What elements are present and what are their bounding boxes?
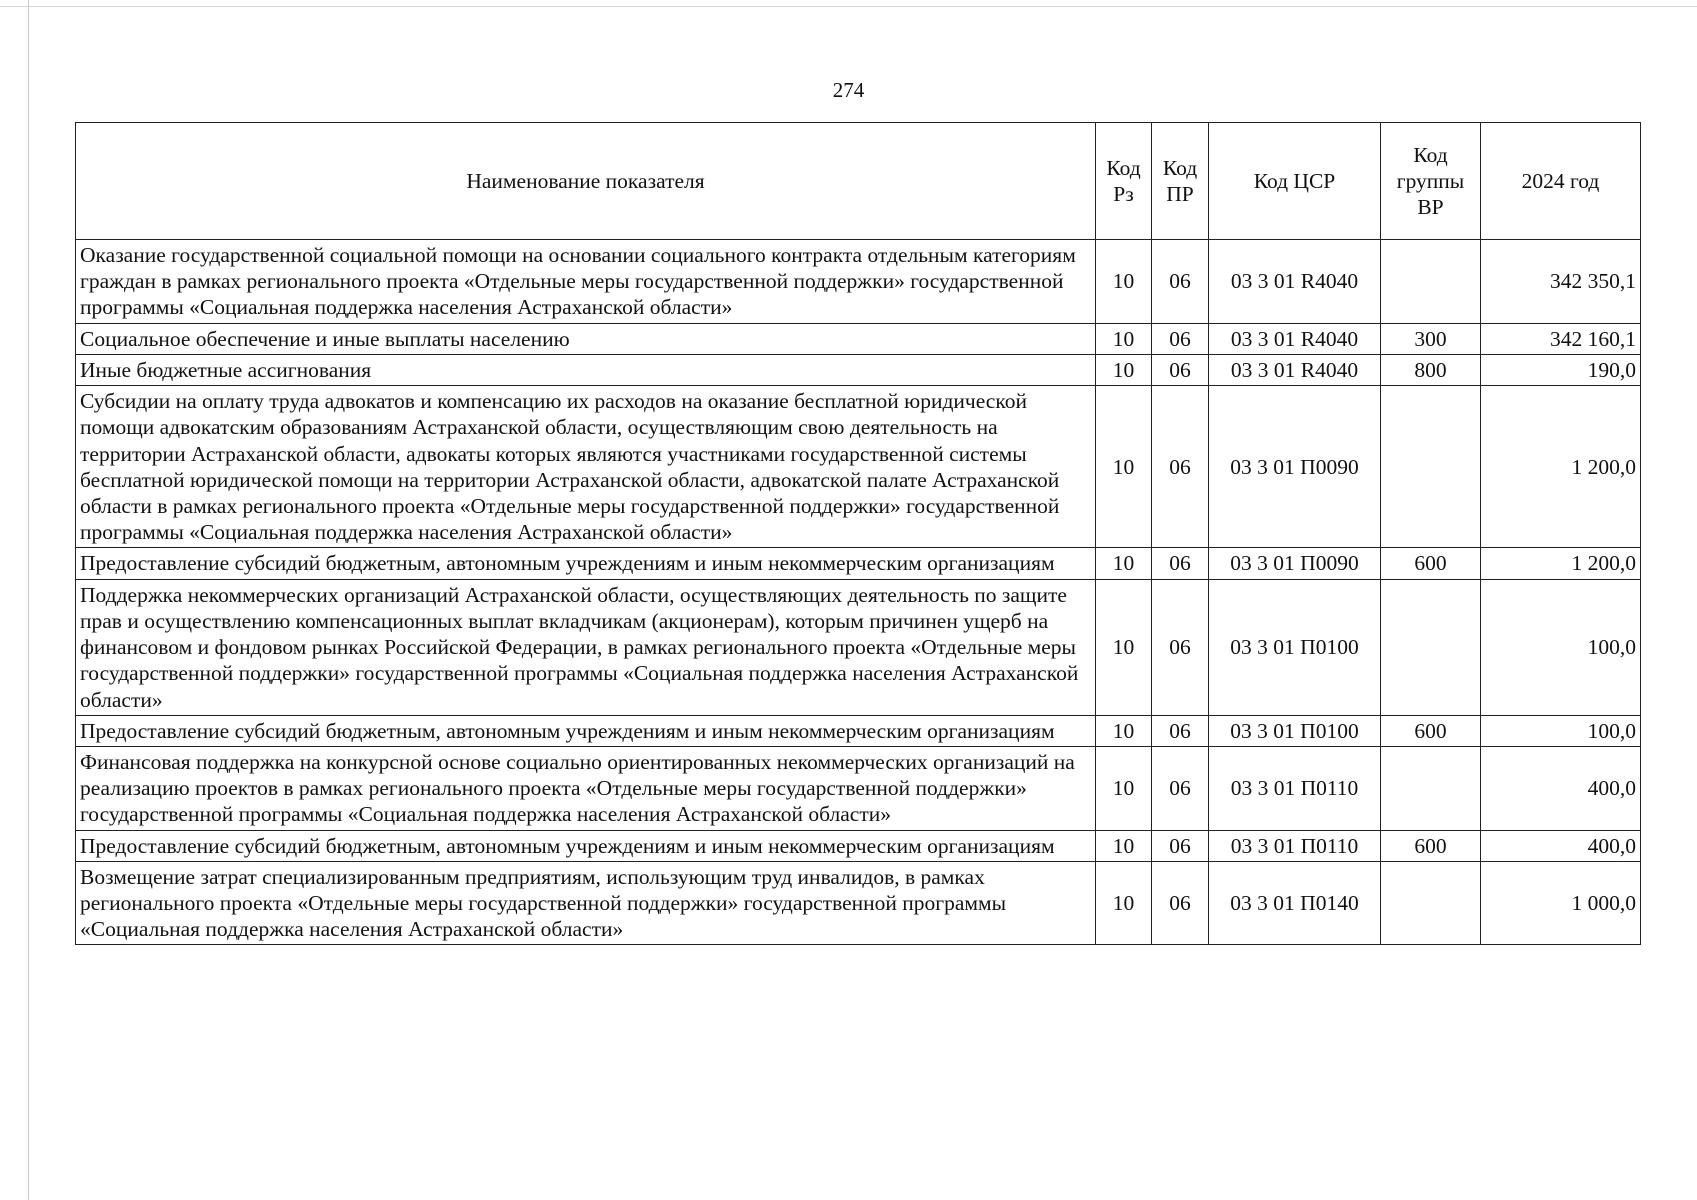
row-name: Социальное обеспечение и иные выплаты населению [76, 323, 1096, 354]
row-name: Субсидии на оплату труда адвокатов и компенсацию их расходов на оказание бесплатной юридической помощи адвокатским образованиям Астраханской области, осуществляющим свою деятельность на территории Астраханской области, адвокаты которых являются участниками государственной системы бесплатной юридической помощи на территории Астраханской области, адвокатской палате Астраханской области в рамках регионального проекта «Отдельные меры государственной поддержки» государственной программы «Социальная поддержка населения Астраханской области» [76, 386, 1096, 548]
table-row [76, 746, 1641, 830]
row-pr: 06 [1152, 579, 1209, 715]
row-name: Финансовая поддержка на конкурсной основе социально ориентированных некоммерческих организаций на реализацию проектов в рамках регионального проекта «Отдельные меры государственной поддержки» государственной программы «Социальная поддержка населения Астраханской области» [76, 746, 1096, 830]
header-rz: Код Рз [1096, 123, 1152, 240]
row-name: Предоставление субсидий бюджетным, автономным учреждениям и иным некоммерческим организациям [76, 548, 1096, 579]
row-vr: 600 [1381, 830, 1481, 861]
row-pr: 06 [1152, 830, 1209, 861]
row-name: Возмещение затрат специализированным предприятиям, использующим труд инвалидов, в рамках регионального проекта «Отдельные меры государственной поддержки» государственной программы «Социальная поддержка населения Астраханской области» [76, 861, 1096, 945]
row-pr: 06 [1152, 861, 1209, 945]
row-amount: 1 200,0 [1481, 548, 1641, 579]
row-amount: 342 160,1 [1481, 323, 1641, 354]
row-pr: 06 [1152, 240, 1209, 324]
table-row [76, 715, 1641, 746]
row-csr: 03 3 01 П0100 [1209, 715, 1381, 746]
page-number: 274 [832, 78, 865, 102]
scan-edge-left [28, 0, 29, 1200]
row-rz: 10 [1096, 746, 1152, 830]
row-rz: 10 [1096, 354, 1152, 385]
table-row [76, 354, 1641, 385]
row-csr: 03 3 01 П0110 [1209, 746, 1381, 830]
row-vr: 600 [1381, 715, 1481, 746]
row-amount: 1 200,0 [1481, 386, 1641, 548]
row-csr: 03 3 01 R4040 [1209, 240, 1381, 324]
row-name: Поддержка некоммерческих организаций Астраханской области, осуществляющих деятельность по защите прав и осуществлению компенсационных выплат вкладчикам (акционерам), которым причинен ущерб на финансовом и фондовом рынках Российской Федерации, в рамках регионального проекта «Отдельные меры государственной поддержки» государственной программы «Социальная поддержка населения Астраханской области» [76, 579, 1096, 715]
row-vr [1381, 386, 1481, 548]
table-row [76, 861, 1641, 945]
row-csr: 03 3 01 R4040 [1209, 323, 1381, 354]
row-csr: 03 3 01 П0110 [1209, 830, 1381, 861]
budget-table [75, 122, 1641, 945]
row-csr: 03 3 01 П0090 [1209, 548, 1381, 579]
header-pr: Код ПР [1152, 123, 1209, 240]
table-row [76, 386, 1641, 548]
row-csr: 03 3 01 П0090 [1209, 386, 1381, 548]
row-amount: 342 350,1 [1481, 240, 1641, 324]
table-row [76, 548, 1641, 579]
row-pr: 06 [1152, 548, 1209, 579]
row-pr: 06 [1152, 715, 1209, 746]
row-amount: 100,0 [1481, 715, 1641, 746]
table-row [76, 579, 1641, 715]
header-name: Наименование показателя [76, 123, 1096, 240]
row-pr: 06 [1152, 354, 1209, 385]
row-amount: 400,0 [1481, 830, 1641, 861]
row-rz: 10 [1096, 579, 1152, 715]
row-rz: 10 [1096, 715, 1152, 746]
table-row [76, 240, 1641, 324]
header-row [76, 123, 1641, 240]
row-vr [1381, 240, 1481, 324]
table-row [76, 830, 1641, 861]
row-amount: 1 000,0 [1481, 861, 1641, 945]
row-csr: 03 3 01 R4040 [1209, 354, 1381, 385]
table-row [76, 323, 1641, 354]
row-pr: 06 [1152, 386, 1209, 548]
header-vr: Код группы ВР [1381, 123, 1481, 240]
row-csr: 03 3 01 П0100 [1209, 579, 1381, 715]
row-vr [1381, 579, 1481, 715]
row-pr: 06 [1152, 746, 1209, 830]
row-rz: 10 [1096, 386, 1152, 548]
row-pr: 06 [1152, 323, 1209, 354]
row-name: Предоставление субсидий бюджетным, автономным учреждениям и иным некоммерческим организациям [76, 715, 1096, 746]
header-year: 2024 год [1481, 123, 1641, 240]
row-name: Оказание государственной социальной помощи на основании социального контракта отдельным категориям граждан в рамках регионального проекта «Отдельные меры государственной поддержки» государственной программы «Социальная поддержка населения Астраханской области» [76, 240, 1096, 324]
scan-edge-top [0, 6, 1697, 7]
row-csr: 03 3 01 П0140 [1209, 861, 1381, 945]
row-amount: 190,0 [1481, 354, 1641, 385]
row-amount: 100,0 [1481, 579, 1641, 715]
row-rz: 10 [1096, 323, 1152, 354]
header-csr: Код ЦСР [1209, 123, 1381, 240]
row-vr: 800 [1381, 354, 1481, 385]
row-rz: 10 [1096, 240, 1152, 324]
row-vr: 600 [1381, 548, 1481, 579]
row-rz: 10 [1096, 861, 1152, 945]
row-amount: 400,0 [1481, 746, 1641, 830]
row-name: Предоставление субсидий бюджетным, автономным учреждениям и иным некоммерческим организациям [76, 830, 1096, 861]
row-vr: 300 [1381, 323, 1481, 354]
row-rz: 10 [1096, 548, 1152, 579]
row-vr [1381, 861, 1481, 945]
row-vr [1381, 746, 1481, 830]
row-rz: 10 [1096, 830, 1152, 861]
row-name: Иные бюджетные ассигнования [76, 354, 1096, 385]
